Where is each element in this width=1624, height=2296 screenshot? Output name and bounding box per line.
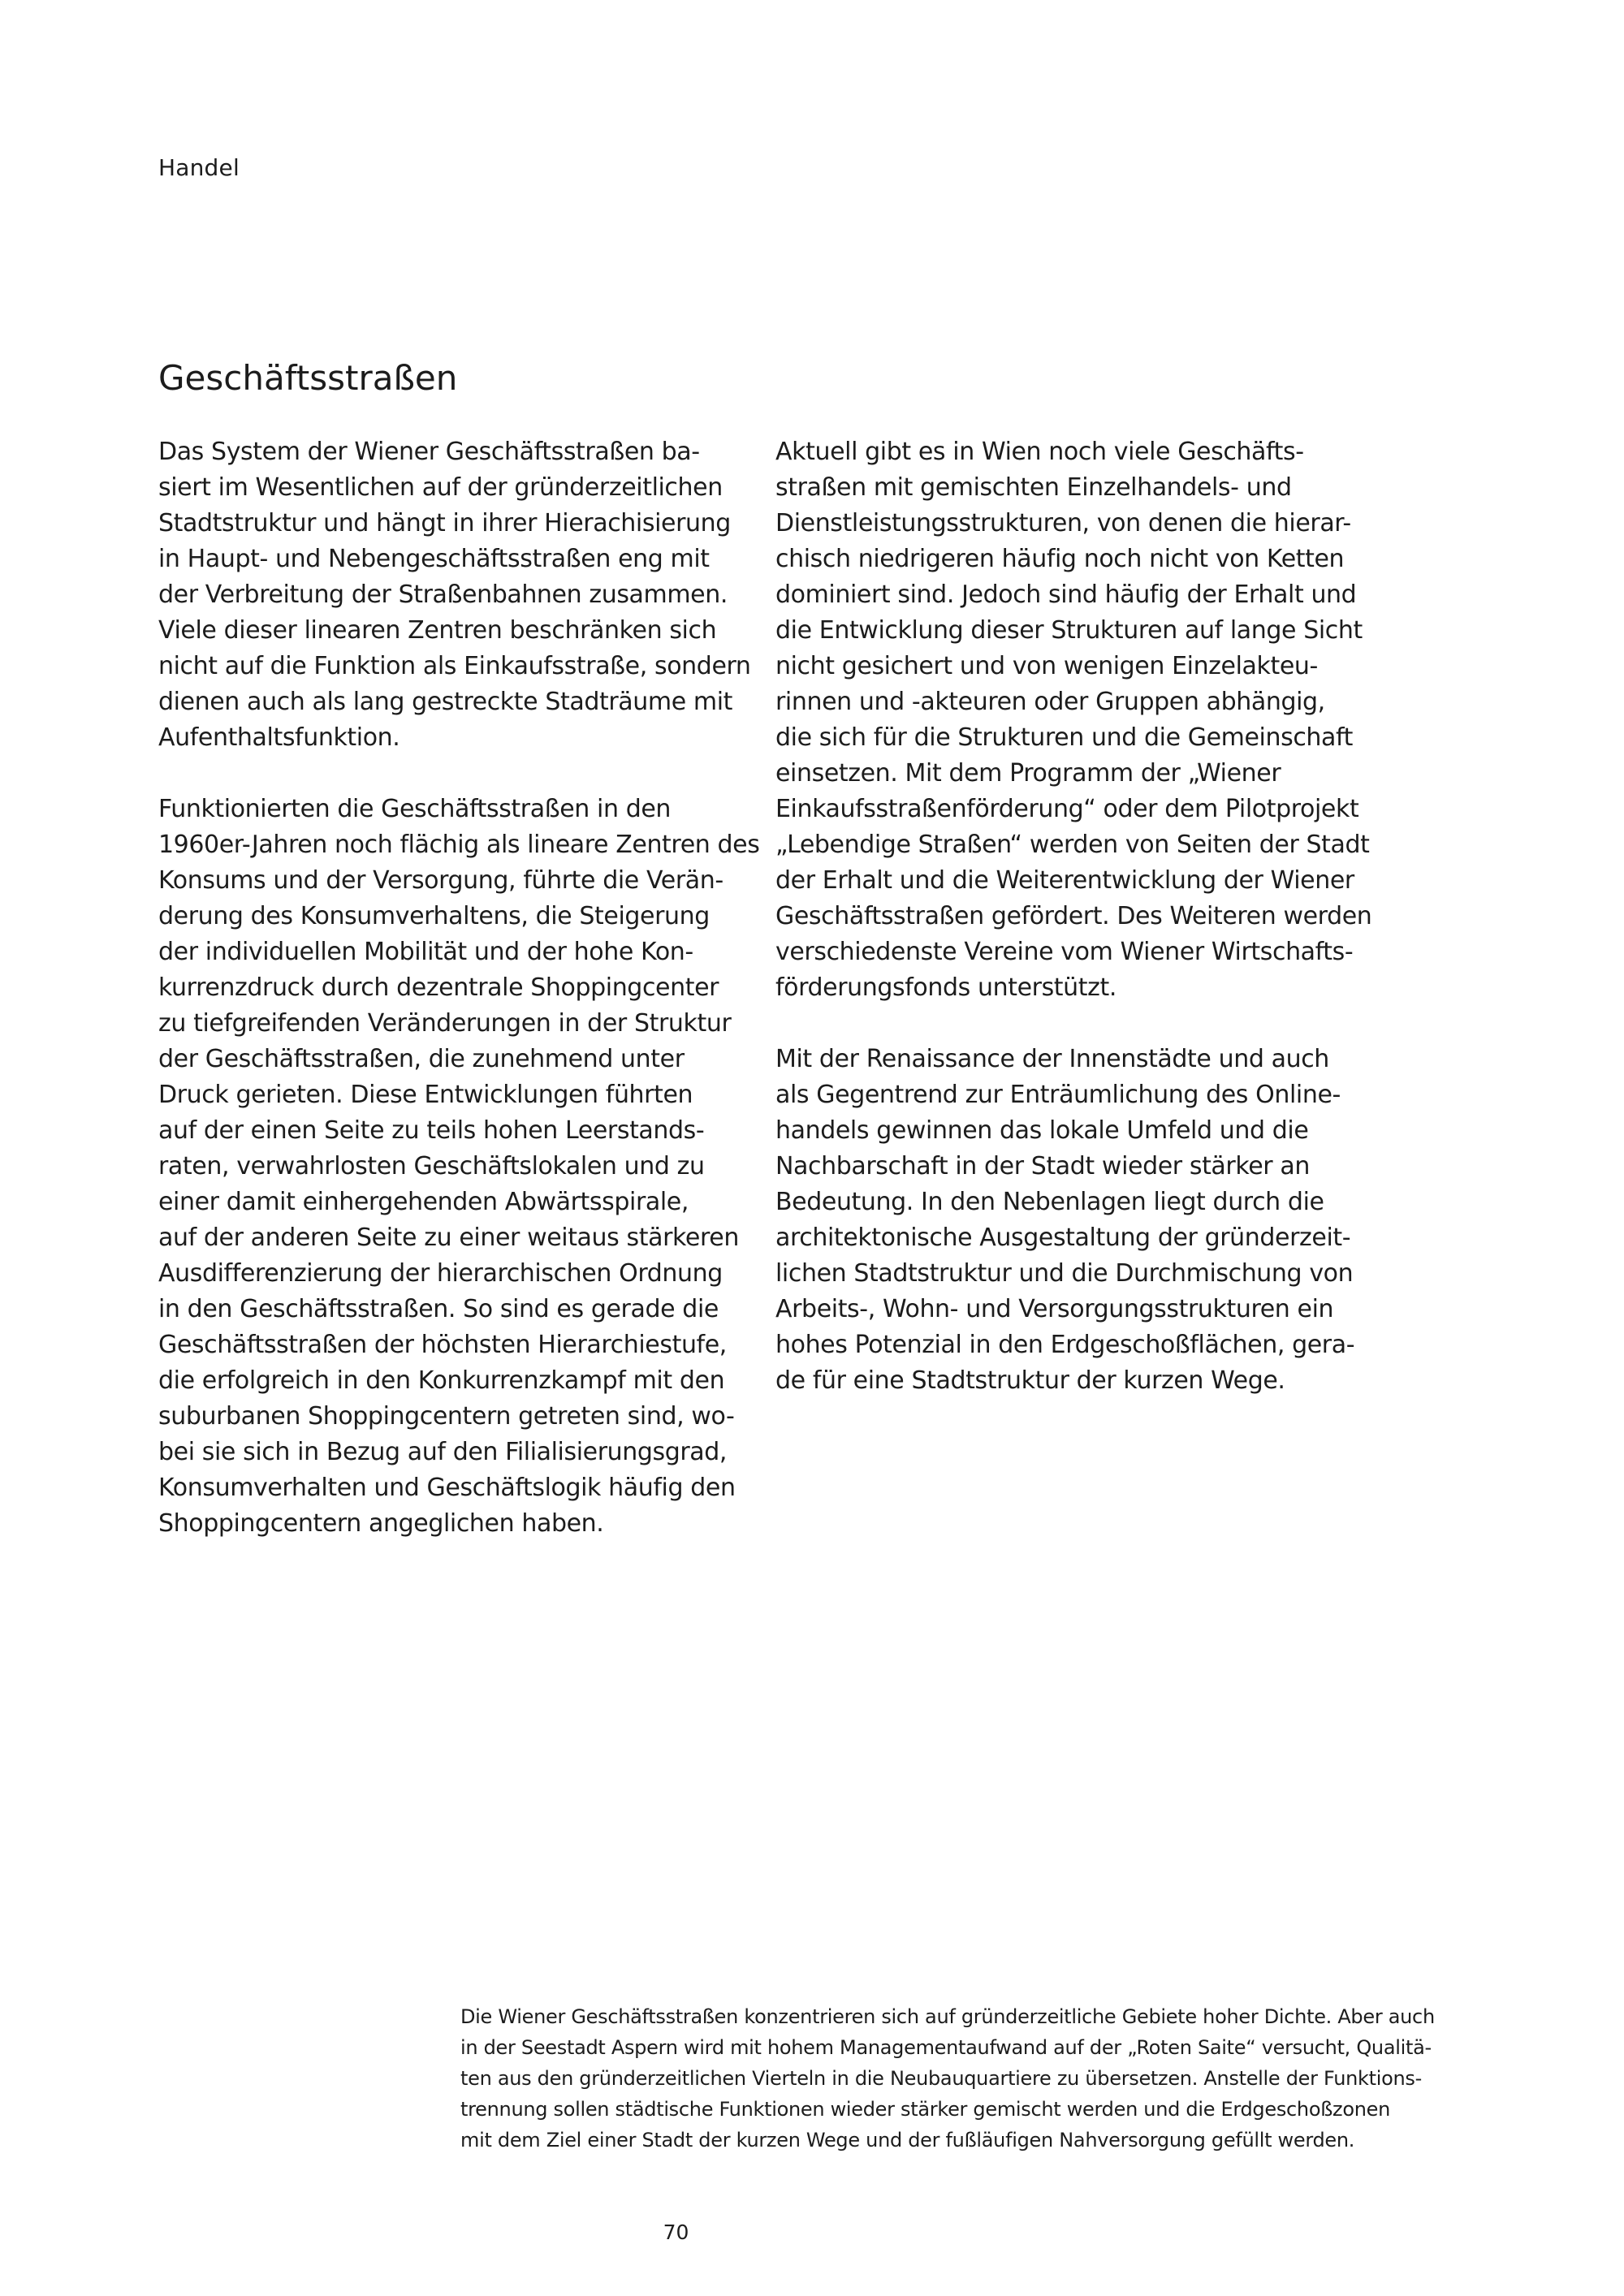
paragraph xyxy=(158,434,751,756)
text-line: der Verbreitung der Straßenbahnen zusammen. xyxy=(158,580,728,609)
text-line: hohes Potenzial in den Erdgeschoßflächen, gera- xyxy=(775,1331,1355,1359)
text-line: Das System der Wiener Geschäftsstraßen ba- xyxy=(158,438,700,466)
left-column xyxy=(158,434,760,1577)
text-line: chisch niedrigeren häufig noch nicht von Ketten xyxy=(775,545,1345,573)
paragraph xyxy=(775,434,1372,1006)
text-line: Einkaufsstraßenförderung“ oder dem Pilotprojekt xyxy=(775,795,1359,823)
caption-line: mit dem Ziel einer Stadt der kurzen Wege und der fußläufigen Nahversorgung gefüllt werden. xyxy=(460,2129,1355,2151)
text-line: als Gegentrend zur Enträumlichung des Online- xyxy=(775,1081,1341,1109)
text-line: einsetzen. Mit dem Programm der „Wiener xyxy=(775,759,1281,788)
text-line: der Geschäftsstraßen, die zunehmend unter xyxy=(158,1045,685,1073)
paragraph xyxy=(775,1042,1372,1399)
text-line: Dienstleistungsstrukturen, von denen die hierar- xyxy=(775,509,1351,537)
text-line: handels gewinnen das lokale Umfeld und die xyxy=(775,1116,1309,1145)
text-line: Shoppingcentern angeglichen haben. xyxy=(158,1509,604,1538)
text-line: Stadtstruktur und hängt in ihrer Hierachisierung xyxy=(158,509,731,537)
text-line: Bedeutung. In den Nebenlagen liegt durch die xyxy=(775,1188,1324,1216)
text-line: die erfolgreich in den Konkurrenzkampf mit den xyxy=(158,1366,725,1395)
text-line: Funktionierten die Geschäftsstraßen in den xyxy=(158,795,672,823)
text-line: in Haupt- und Nebengeschäftsstraßen eng mit xyxy=(158,545,710,573)
text-line: Aktuell gibt es in Wien noch viele Geschäfts- xyxy=(775,438,1304,466)
text-line: dienen auch als lang gestreckte Stadträume mit xyxy=(158,688,733,716)
text-line: straßen mit gemischten Einzelhandels- und xyxy=(775,473,1292,502)
text-line: dominiert sind. Jedoch sind häufig der Erhalt und xyxy=(775,580,1357,609)
text-line: einer damit einhergehenden Abwärtsspirale, xyxy=(158,1188,689,1216)
text-line: der individuellen Mobilität und der hohe Kon- xyxy=(158,938,693,966)
text-line: förderungsfonds unterstützt. xyxy=(775,973,1116,1002)
text-line: kurrenzdruck durch dezentrale Shoppingcenter xyxy=(158,973,719,1002)
text-line: rinnen und -akteuren oder Gruppen abhängig, xyxy=(775,688,1325,716)
text-line: der Erhalt und die Weiterentwicklung der Wiener xyxy=(775,866,1354,895)
right-column xyxy=(775,434,1372,1435)
text-line: suburbanen Shoppingcentern getreten sind, wo- xyxy=(158,1402,735,1431)
paragraph xyxy=(158,792,760,1542)
text-line: Arbeits-, Wohn- und Versorgungsstrukturen ein xyxy=(775,1295,1334,1323)
text-line: bei sie sich in Bezug auf den Filialisierungsgrad, xyxy=(158,1438,728,1466)
text-line: architektonische Ausgestaltung der gründerzeit- xyxy=(775,1224,1351,1252)
text-line: auf der einen Seite zu teils hohen Leerstands- xyxy=(158,1116,705,1145)
caption-line: in der Seestadt Aspern wird mit hohem Managementaufwand auf der „Roten Saite“ versucht, Qualitä- xyxy=(460,2036,1432,2059)
text-line: derung des Konsumverhaltens, die Steigerung xyxy=(158,902,710,930)
text-line: Ausdifferenzierung der hierarchischen Ordnung xyxy=(158,1259,723,1288)
page-number: 70 xyxy=(663,2220,689,2244)
running-header: Handel xyxy=(158,154,240,181)
figure-caption xyxy=(460,2001,1488,2156)
text-line: verschiedenste Vereine vom Wiener Wirtschafts- xyxy=(775,938,1354,966)
text-line: Geschäftsstraßen der höchsten Hierarchiestufe, xyxy=(158,1331,727,1359)
caption-line: trennung sollen städtische Funktionen wieder stärker gemischt werden und die Erdgeschoßzonen xyxy=(460,2098,1391,2121)
text-line: de für eine Stadtstruktur der kurzen Wege. xyxy=(775,1366,1285,1395)
text-line: zu tiefgreifenden Veränderungen in der Struktur xyxy=(158,1009,732,1038)
text-line: Druck gerieten. Diese Entwicklungen führten xyxy=(158,1081,693,1109)
text-line: die Entwicklung dieser Strukturen auf lange Sicht xyxy=(775,616,1363,645)
text-line: nicht auf die Funktion als Einkaufsstraße, sondern xyxy=(158,652,751,680)
text-line: 1960er-Jahren noch flächig als lineare Zentren des xyxy=(158,831,760,859)
text-line: raten, verwahrlosten Geschäftslokalen und zu xyxy=(158,1152,705,1180)
text-line: die sich für die Strukturen und die Gemeinschaft xyxy=(775,723,1354,752)
text-line: Viele dieser linearen Zentren beschränken sich xyxy=(158,616,717,645)
text-line: Mit der Renaissance der Innenstädte und auch xyxy=(775,1045,1329,1073)
text-line: nicht gesichert und von wenigen Einzelakteu- xyxy=(775,652,1318,680)
text-line: auf der anderen Seite zu einer weitaus stärkeren xyxy=(158,1224,739,1252)
text-line: lichen Stadtstruktur und die Durchmischung von xyxy=(775,1259,1354,1288)
text-line: in den Geschäftsstraßen. So sind es gerade die xyxy=(158,1295,719,1323)
section-title: Geschäftsstraßen xyxy=(158,358,458,398)
text-line: Aufenthaltsfunktion. xyxy=(158,723,400,752)
text-line: Geschäftsstraßen gefördert. Des Weiteren werden xyxy=(775,902,1372,930)
text-line: Konsumverhalten und Geschäftslogik häufig den xyxy=(158,1474,736,1502)
caption-line: ten aus den gründerzeitlichen Vierteln in die Neubauquartiere zu übersetzen. Anstelle der Funktions- xyxy=(460,2067,1422,2090)
text-line: Konsums und der Versorgung, führte die Verän- xyxy=(158,866,723,895)
text-line: siert im Wesentlichen auf der gründerzeitlichen xyxy=(158,473,723,502)
caption-line: Die Wiener Geschäftsstraßen konzentrieren sich auf gründerzeitliche Gebiete hoher Dichte. Aber auch xyxy=(460,2005,1435,2028)
text-line: „Lebendige Straßen“ werden von Seiten der Stadt xyxy=(775,831,1370,859)
text-line: Nachbarschaft in der Stadt wieder stärker an xyxy=(775,1152,1310,1180)
